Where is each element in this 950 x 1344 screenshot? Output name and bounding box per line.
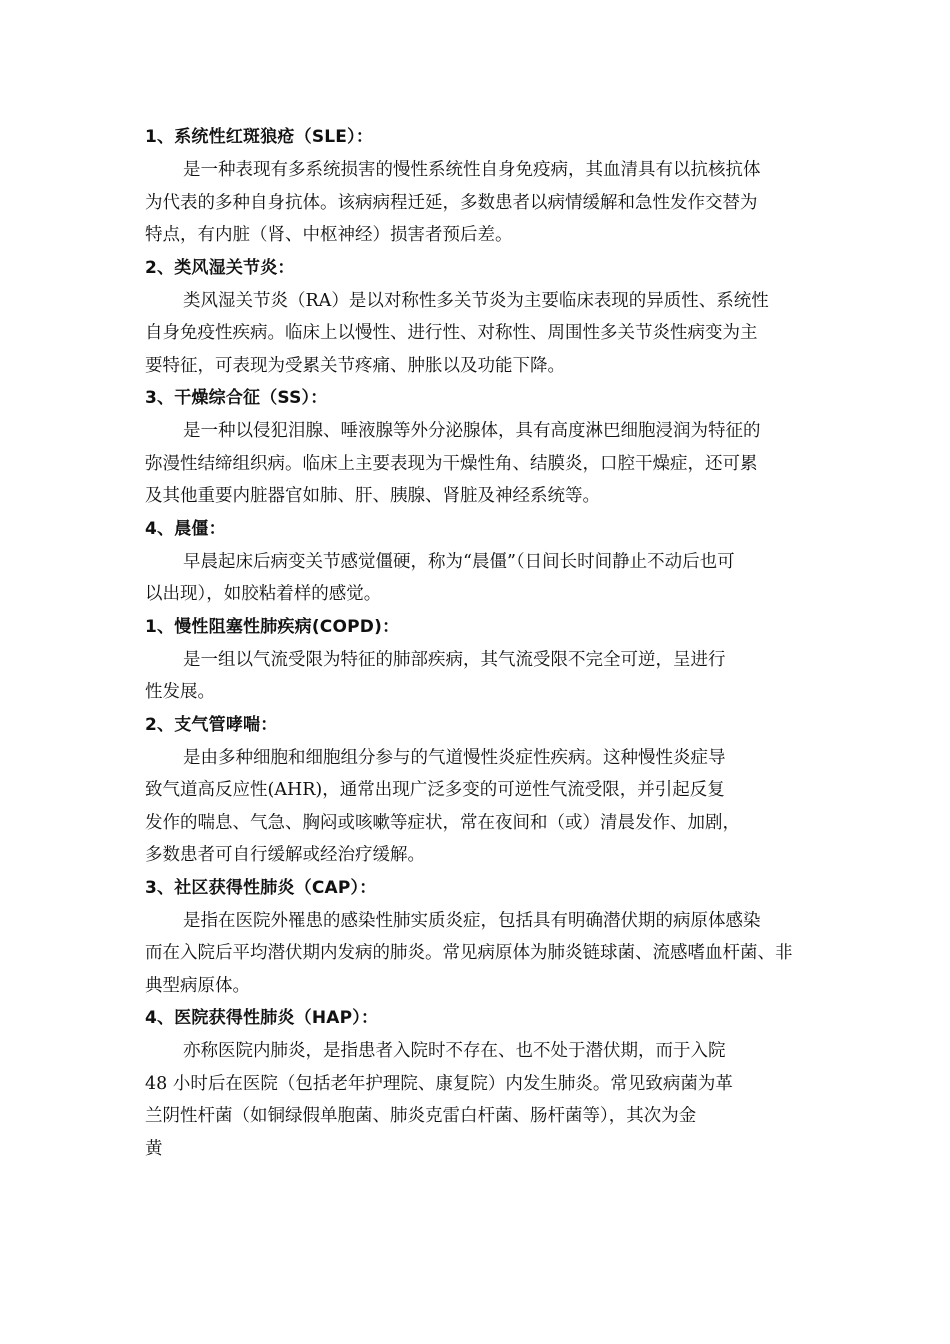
paragraph-line: 为代表的多种自身抗体。该病病程迁延，多数患者以病情缓解和急性发作交替为 (145, 192, 758, 213)
section-paragraph (145, 415, 810, 513)
paragraph-line: 发作的喘息、气急、胸闷或咳嗽等症状，常在夜间和（或）清晨发作、加剧， (145, 812, 740, 833)
section-heading: 4、医院获得性肺炎（HAP）： (145, 1008, 379, 1028)
section-copd (145, 615, 810, 709)
paragraph-line: 48 小时后在医院（包括老年护理院、康复院）内发生肺炎。常见致病菌为革 (145, 1073, 733, 1094)
section-paragraph (145, 154, 810, 252)
section-paragraph (145, 644, 810, 709)
section-ra (145, 256, 810, 383)
paragraph-line: 黄 (145, 1138, 163, 1159)
paragraph-line: 特点，有内脏（肾、中枢神经）损害者预后差。 (145, 225, 513, 245)
paragraph-line: 要特征，可表现为受累关节疼痛、肿胀以及功能下降。 (145, 355, 565, 376)
section-heading: 3、干燥综合征（SS）： (145, 388, 328, 408)
paragraph-line: 以出现），如胶粘着样的感觉。 (145, 584, 382, 604)
paragraph-line: 自身免疫性疾病。临床上以慢性、进行性、对称性、周围性多关节炎性病变为主 (145, 323, 758, 343)
paragraph-line: 类风湿关节炎（RA）是以对称性多关节炎为主要临床表现的异质性、系统性 (183, 290, 769, 311)
paragraph-line: 早晨起床后病变关节感觉僵硬，称为“晨僵”（日间长时间静止不动后也可 (183, 551, 735, 572)
section-heading: 3、社区获得性肺炎（CAP）： (145, 877, 377, 898)
paragraph-line: 致气道高反应性(AHR)，通常出现广泛多变的可逆性气流受限，并引起反复 (145, 780, 725, 800)
section-paragraph (145, 546, 810, 611)
paragraph-line: 而在入院后平均潜伏期内发病的肺炎。常见病原体为肺炎链球菌、流感嗜血杆菌、非 (145, 943, 793, 963)
paragraph-line: 是指在医院外罹患的感染性肺实质炎症，包括具有明确潜伏期的病原体感染 (183, 910, 761, 931)
paragraph-line: 是一种以侵犯泪腺、唾液腺等外分泌腺体，具有高度淋巴细胞浸润为特征的 (183, 421, 761, 441)
paragraph-line: 是一种表现有多系统损害的慢性系统性自身免疫病，其血清具有以抗核抗体 (183, 160, 761, 180)
section-paragraph (145, 905, 810, 1003)
section-heading: 1、系统性红斑狼疮（SLE）： (145, 127, 374, 147)
paragraph-line: 是由多种细胞和细胞组分参与的气道慢性炎症性疾病。这种慢性炎症导 (183, 747, 726, 768)
paragraph-line: 性发展。 (145, 682, 215, 702)
section-paragraph (145, 1035, 810, 1165)
section-ss (145, 386, 810, 513)
section-morning-stiffness (145, 517, 810, 611)
paragraph-line: 弥漫性结缔组织病。临床上主要表现为干燥性角、结膜炎，口腔干燥症，还可累 (145, 453, 758, 474)
document-page (145, 125, 810, 1169)
section-paragraph (145, 742, 810, 872)
section-heading: 2、类风湿关节炎： (145, 257, 295, 278)
paragraph-line: 典型病原体。 (145, 975, 250, 996)
section-heading: 2、支气管哮喘： (145, 714, 278, 735)
paragraph-line: 及其他重要内脏器官如肺、肝、胰腺、肾脏及神经系统等。 (145, 486, 600, 506)
paragraph-line: 是一组以气流受限为特征的肺部疾病，其气流受限不完全可逆，呈进行 (183, 649, 726, 670)
section-heading: 4、晨僵： (145, 518, 226, 539)
section-cap (145, 876, 810, 1003)
paragraph-line: 兰阴性杆菌（如铜绿假单胞菌、肺炎克雷白杆菌、肠杆菌等），其次为金 (145, 1106, 697, 1126)
section-sle (145, 125, 810, 252)
section-asthma (145, 713, 810, 872)
paragraph-line: 多数患者可自行缓解或经治疗缓解。 (145, 845, 425, 865)
section-paragraph (145, 285, 810, 383)
section-hap (145, 1006, 810, 1165)
section-heading: 1、慢性阻塞性肺疾病(COPD)： (145, 616, 400, 637)
paragraph-line: 亦称医院内肺炎，是指患者入院时不存在、也不处于潜伏期，而于入院 (183, 1041, 726, 1061)
